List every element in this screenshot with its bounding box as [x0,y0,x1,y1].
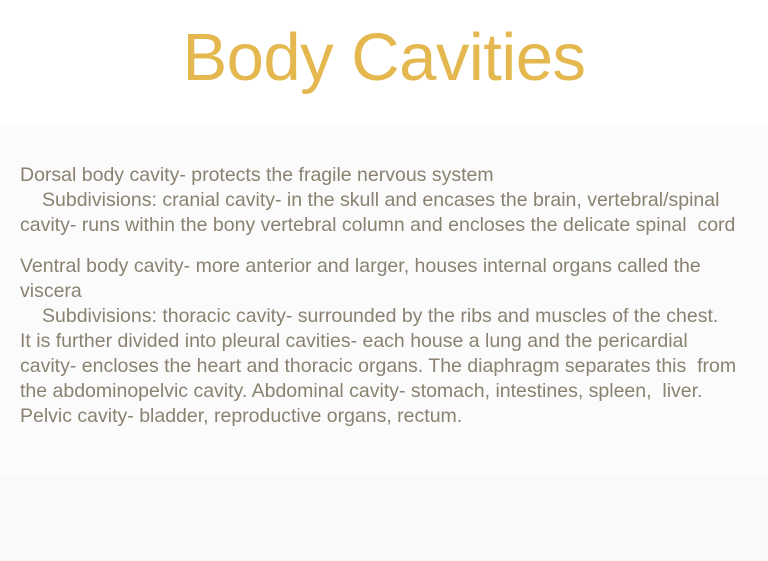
text-line-dorsal-vertebral: cavity- runs within the bony vertebral column and encloses the delicate spinal cord [20,214,736,236]
text-line-pericardial: cavity- encloses the heart and thoracic organs. The diaphragm separates this from [20,355,737,377]
paragraph-ventral-cavity [20,254,764,429]
paragraph-dorsal-cavity [20,163,764,238]
text-line-dorsal-intro: Dorsal body cavity- protects the fragile nervous system [20,164,494,186]
slide-title: Body Cavities [182,20,586,95]
text-line-ventral-intro: Ventral body cavity- more anterior and larger, houses internal organs called the [20,255,701,277]
text-line-pelvic: Pelvic cavity- bladder, reproductive organs, rectum. [20,405,463,427]
text-line-dorsal-subdivisions: Subdivisions: cranial cavity- in the skull and encases the brain, vertebral/spinal [42,189,720,211]
slide-body-text [20,163,764,429]
text-line-abdominal: the abdominopelvic cavity. Abdominal cavity- stomach, intestines, spleen, liver. [20,380,703,402]
text-line-ventral-subdivisions: Subdivisions: thoracic cavity- surrounded by the ribs and muscles of the chest. [42,305,719,327]
text-line-viscera: viscera [20,280,82,302]
text-line-pleural: It is further divided into pleural cavities- each house a lung and the pericardial [20,330,688,352]
